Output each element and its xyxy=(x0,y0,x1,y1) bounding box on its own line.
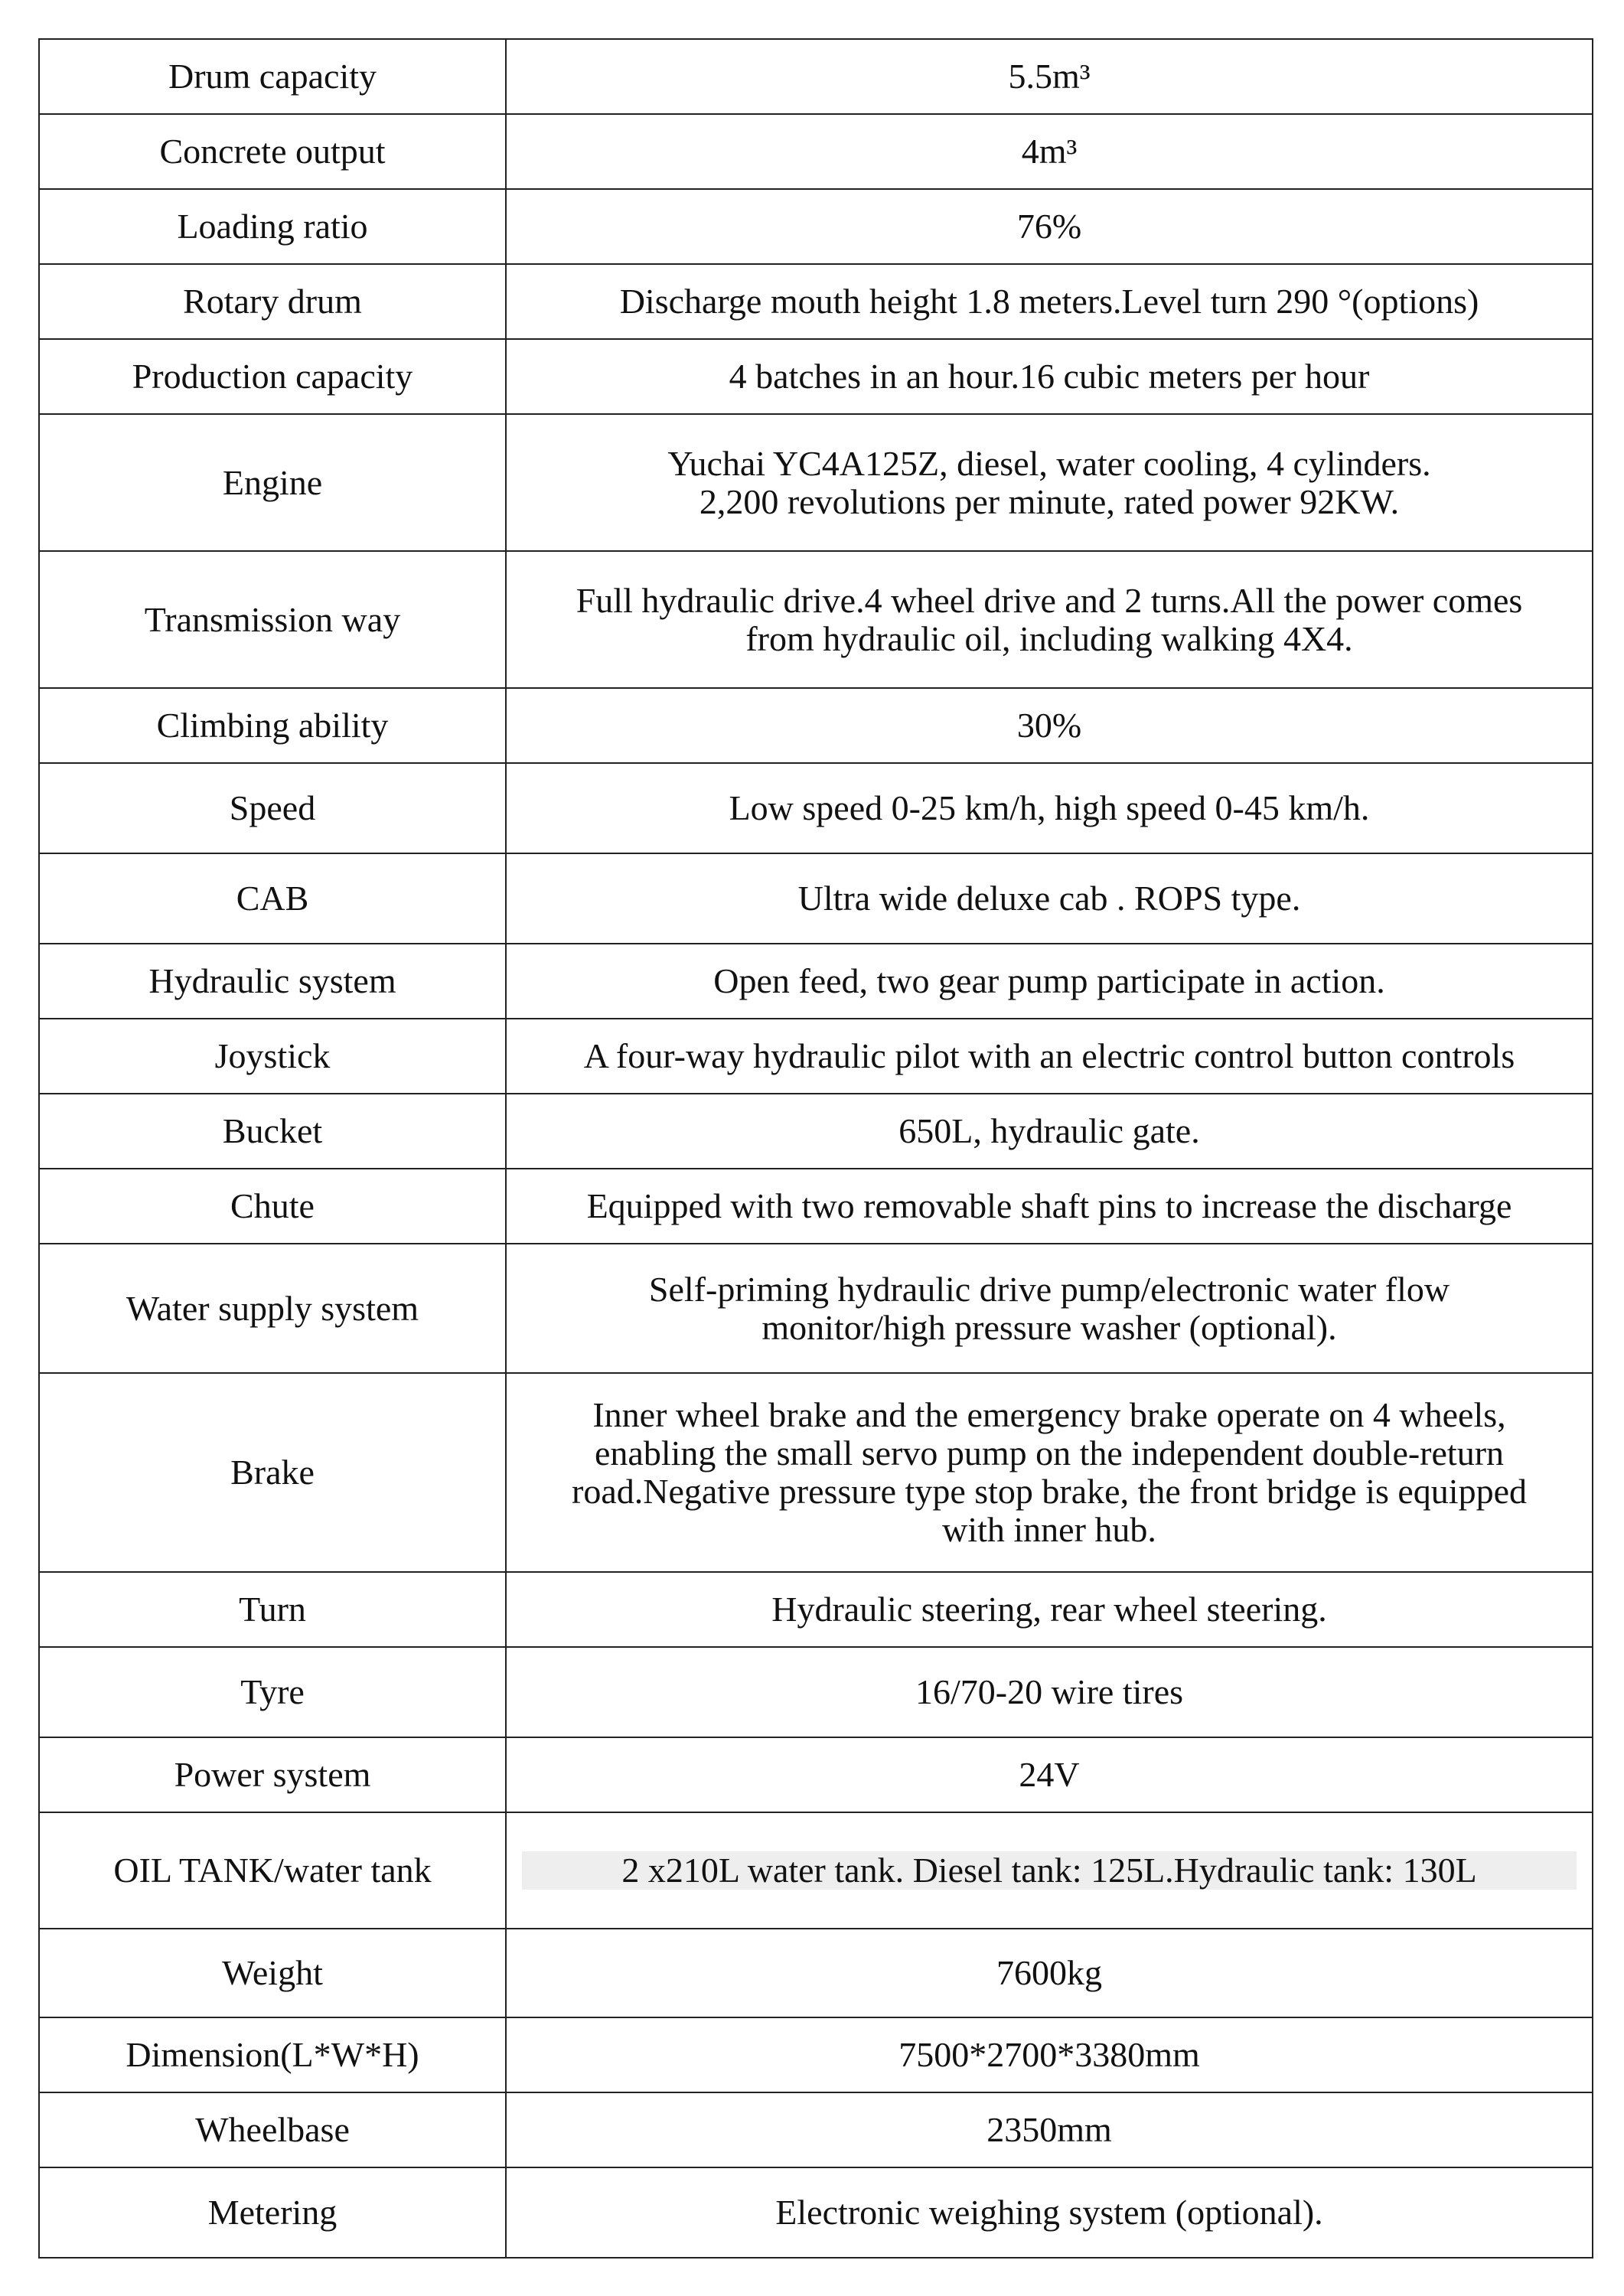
spec-label: Speed xyxy=(39,763,506,853)
table-row xyxy=(39,339,1593,414)
spec-value: 24V xyxy=(506,1737,1593,1812)
spec-value: Discharge mouth height 1.8 meters.Level turn 290 °(options) xyxy=(506,264,1593,339)
table-row xyxy=(39,1737,1593,1812)
spec-value: 30% xyxy=(506,688,1593,763)
spec-value: 4m³ xyxy=(506,114,1593,189)
table-row xyxy=(39,1169,1593,1244)
spec-label: Power system xyxy=(39,1737,506,1812)
spec-label: Drum capacity xyxy=(39,39,506,114)
table-row xyxy=(39,944,1593,1019)
spec-label: Weight xyxy=(39,1929,506,2017)
spec-label: OIL TANK/water tank xyxy=(39,1812,506,1929)
spec-label: Joystick xyxy=(39,1019,506,1094)
table-row xyxy=(39,551,1593,688)
spec-label: Water supply system xyxy=(39,1244,506,1373)
spec-value: A four-way hydraulic pilot with an electric control button controls xyxy=(506,1019,1593,1094)
spec-value: Electronic weighing system (optional). xyxy=(506,2167,1593,2258)
spec-value: Open feed, two gear pump participate in action. xyxy=(506,944,1593,1019)
table-row xyxy=(39,688,1593,763)
specification-table xyxy=(38,38,1593,2258)
table-row xyxy=(39,1019,1593,1094)
spec-label: CAB xyxy=(39,853,506,944)
table-row xyxy=(39,2167,1593,2258)
spec-value: 76% xyxy=(506,189,1593,264)
spec-label: Metering xyxy=(39,2167,506,2258)
table-row xyxy=(39,114,1593,189)
spec-value: 2 x210L water tank. Diesel tank: 125L.Hydraulic tank: 130L xyxy=(522,1851,1577,1890)
spec-value: Low speed 0-25 km/h, high speed 0-45 km/h. xyxy=(506,763,1593,853)
table-row xyxy=(39,414,1593,551)
spec-value: 650L, hydraulic gate. xyxy=(506,1094,1593,1169)
table-row xyxy=(39,1647,1593,1737)
spec-label: Climbing ability xyxy=(39,688,506,763)
spec-value: 16/70-20 wire tires xyxy=(506,1647,1593,1737)
table-row xyxy=(39,39,1593,114)
table-row xyxy=(39,1812,1593,1929)
spec-label: Transmission way xyxy=(39,551,506,688)
table-row xyxy=(39,1929,1593,2017)
table-row xyxy=(39,264,1593,339)
spec-label: Hydraulic system xyxy=(39,944,506,1019)
spec-label: Engine xyxy=(39,414,506,551)
spec-value: 2350mm xyxy=(506,2092,1593,2167)
spec-value: Yuchai YC4A125Z, diesel, water cooling, 4 cylinders. 2,200 revolutions per minute, rated power 92KW. xyxy=(506,414,1593,551)
spec-label: Bucket xyxy=(39,1094,506,1169)
table-row xyxy=(39,1244,1593,1373)
spec-label: Tyre xyxy=(39,1647,506,1737)
table-row xyxy=(39,1373,1593,1572)
spec-label: Wheelbase xyxy=(39,2092,506,2167)
table-row xyxy=(39,189,1593,264)
spec-label: Brake xyxy=(39,1373,506,1572)
spec-value: Self-priming hydraulic drive pump/electronic water flow monitor/high pressure washer (optional). xyxy=(506,1244,1593,1373)
spec-value: Inner wheel brake and the emergency brake operate on 4 wheels, enabling the small servo pump on the independent double-return road.Negative pressure type stop brake, the front bridge is equipped with inner hub. xyxy=(506,1373,1593,1572)
spec-label: Dimension(L*W*H) xyxy=(39,2017,506,2092)
spec-value: Hydraulic steering, rear wheel steering. xyxy=(506,1572,1593,1647)
spec-value: 5.5m³ xyxy=(506,39,1593,114)
table-row xyxy=(39,853,1593,944)
spec-label: Concrete output xyxy=(39,114,506,189)
spec-label: Chute xyxy=(39,1169,506,1244)
table-row xyxy=(39,763,1593,853)
spec-label: Production capacity xyxy=(39,339,506,414)
spec-value: Equipped with two removable shaft pins to increase the discharge xyxy=(506,1169,1593,1244)
spec-value: 7500*2700*3380mm xyxy=(506,2017,1593,2092)
spec-label: Rotary drum xyxy=(39,264,506,339)
table-row xyxy=(39,2017,1593,2092)
spec-value: 4 batches in an hour.16 cubic meters per hour xyxy=(506,339,1593,414)
spec-value-cell xyxy=(506,1812,1593,1929)
table-row xyxy=(39,1094,1593,1169)
spec-label: Loading ratio xyxy=(39,189,506,264)
table-row xyxy=(39,1572,1593,1647)
spec-value: 7600kg xyxy=(506,1929,1593,2017)
spec-value: Full hydraulic drive.4 wheel drive and 2 turns.All the power comes from hydraulic oil, including walking 4X4. xyxy=(506,551,1593,688)
spec-value: Ultra wide deluxe cab . ROPS type. xyxy=(506,853,1593,944)
table-row xyxy=(39,2092,1593,2167)
spec-label: Turn xyxy=(39,1572,506,1647)
